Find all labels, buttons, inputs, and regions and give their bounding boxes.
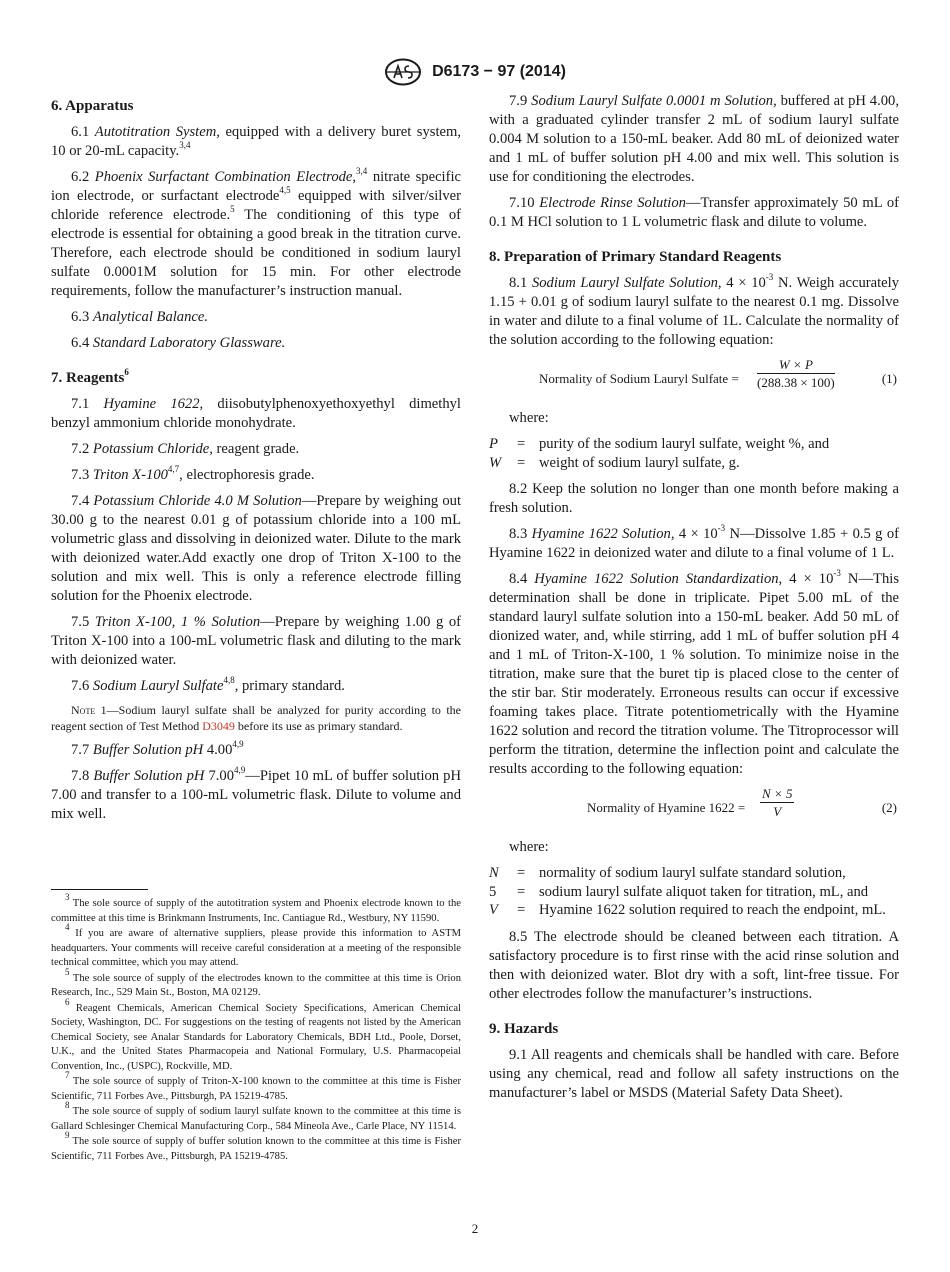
- section-heading: 8. Preparation of Primary Standard Reagents: [489, 249, 782, 265]
- paragraph-7-4: 7.4 Potassium Chloride 4.0 M Solution—Prepare by weighing out 30.00 g to the nearest 0.01 g of potassium chloride into a 100 mL volumetric glass and dissolving in deionized water. Dilute to the mark with deionized water.Add exactly one drop of Triton X-100 to the solution and mix well. This is only a reference electrode filling solution for the Phoenix electrode.: [51, 493, 462, 604]
- equation-fraction: $\frac{W \times P}{(288.38 \times 100)}$: [757, 357, 835, 390]
- right-column: [489, 92, 899, 1110]
- footnote-divider: [51, 889, 148, 890]
- equation-fraction: $\frac{N \times 5}{V}$: [762, 786, 793, 819]
- paragraph-7-1: 7.1 Hyamine 1622, diisobutylphenoxyethoxyethyl dimethyl benzyl ammonium chloride monohydrate.: [51, 396, 461, 431]
- equation-number: (1): [881, 371, 897, 386]
- equation-1: [489, 357, 899, 397]
- astm-logo-icon: [384, 58, 422, 86]
- paragraph-6-2: 6.2 Phoenix Surfactant Combination Electrode,$^{3,4}$ nitrate specific ion electrode, or surfactant electrode$^{4,5}$ equipped with silver/silver chloride reference electrode.$^5$ The conditioning of this type of electrode is essential for obtaining a good break in the titration curve. Therefore, each electrode should be conditioned in sodium lauryl sulfate 0.0001M solution for 15 min. For other electrode requirements, follow the manufacturer’s instruction manual.: [51, 166, 462, 299]
- paragraph-9-1: 9.1 All reagents and chemicals shall be handled with care. Before using any chemical, read and follow all safety instructions on the manufacturer’s label or MSDS (Material Safety Data Sheet).: [489, 1046, 899, 1101]
- variable-list: [489, 864, 899, 920]
- where-label: where:: [509, 839, 549, 855]
- reference-link-d3049[interactable]: D3049: [202, 718, 235, 733]
- paragraph-8-5: 8.5 The electrode should be cleaned between each titration. A satisfactory procedure is to first rinse with the acid rinse solution and then with deionized water. Blot dry with a soft, lint-free tissue. For other electrodes follow the manufacturer’s instructions.: [489, 928, 899, 1002]
- footnote: $^8$ The sole source of supply of sodium lauryl sulfate known to the committee at this time is Gallard Schlesinger Chemical Manufacturing Corp., 584 Mineola Ave., Carle Place, NY 11514.: [51, 1100, 461, 1132]
- footnote: $^9$ The sole source of supply of buffer solution known to the committee at this time is Fisher Scientific, 711 Forbes Ave., Pittsburgh, PA 15219-4785.: [51, 1130, 461, 1162]
- page-header: [0, 58, 950, 86]
- paragraph-7-5: 7.5 Triton X-100, 1 % Solution—Prepare by weighing 1.00 g of Triton X-100 into a 100-mL volumetric flask and diluting to the mark with deionized water.: [51, 614, 461, 668]
- variable-row: N = normality of sodium lauryl sulfate standard solution,: [489, 865, 846, 881]
- footnote: $^6$ Reagent Chemicals, American Chemical Society Specifications, American Chemical Society, Washington, DC. For suggestions on the testing of reagents not listed by the American Chemical Society, see Analar Standards for Laboratory Chemicals, BDH Ltd., Poole, Dorset, U.K., and the United States Pharmacopeia and National Formulary, U.S. Pharmacopeial Convention, Inc., (USPC), Rockville, MD.: [51, 996, 461, 1072]
- note-1: Note 1—Sodium lauryl sulfate shall be analyzed for purity according to the reagent section of Test Method D3049 before its use as primary standard.: [51, 703, 462, 733]
- equation-lhs: Normality of Sodium Lauryl Sulfate =: [539, 371, 739, 386]
- variable-row: 5 = sodium lauryl sulfate aliquot taken for titration, mL, and: [489, 883, 869, 900]
- section-heading: 9. Hazards: [489, 1020, 559, 1037]
- equation-number: (2): [881, 800, 897, 815]
- paragraph-7-6: 7.6 Sodium Lauryl Sulfate$^{4,8}$, primary standard.: [71, 675, 345, 694]
- footnote: $^4$ If you are aware of alternative suppliers, please provide this information to ASTM headquarters. Your comments will receive careful consideration at a meeting of the responsible technical committee, which you may attend.: [51, 922, 461, 968]
- paragraph-8-2: 8.2 Keep the solution no longer than one month before making a fresh solution.: [489, 481, 899, 516]
- paragraph-8-1: 8.1 Sodium Lauryl Sulfate Solution, $4 \times 10^{-3}$ N. Weigh accurately 1.15 + 0.01 g of sodium lauryl sulfate to the nearest 0.1 mg. Dissolve in water and dilute to a final volume of 1L. Calculate the normality of the solution according to the following equation:: [489, 272, 899, 348]
- paragraph-7-7: 7.7 Buffer Solution pH 4.00$^{4,9}$: [71, 739, 244, 758]
- paragraph-7-9: 7.9 Sodium Lauryl Sulfate 0.0001 m Solution, buffered at pH 4.00, with a graduated cylinder transfer 2 mL of sodium lauryl sulfate 0.004 M solution to a 150-mL beaker. Add 80 mL of deionized water and 1 mL of buffer solution pH 4.00 and mix well. This solution is use for conditioning the electrodes.: [489, 93, 899, 185]
- paragraph-6-1: 6.1 Autotitration System, equipped with a delivery buret system, 10 or 20-mL capacity.$^{3,4}$: [51, 124, 461, 159]
- paragraph-8-3: 8.3 Hyamine 1622 Solution, $4 \times 10^{-3}$ N—Dissolve 1.85 + 0.5 g of Hyamine 1622 in deionized water and dilute to a final volume of 1 L.: [489, 523, 899, 561]
- paragraph-6-3: 6.3 Analytical Balance.: [71, 309, 208, 325]
- left-column: [51, 92, 461, 831]
- footnote: $^3$ The sole source of supply of the autotitration system and Phoenix electrode known to the committee at this time is Brinkmann Instruments, Inc. Cantiague Rd., Westbury, NY 11590.: [51, 892, 461, 924]
- document-id: D6173 − 97 (2014): [432, 63, 566, 80]
- where-label: where:: [509, 410, 549, 426]
- footnote: $^7$ The sole source of supply of Triton-X-100 known to the committee at this time is Fisher Scientific, 711 Forbes Ave., Pittsburgh, PA 15219-4785.: [51, 1070, 461, 1102]
- variable-row: P = purity of the sodium lauryl sulfate, weight %, and: [489, 436, 830, 452]
- section-heading: 7. Reagents$^6$: [51, 367, 129, 386]
- variable-list: [489, 435, 899, 472]
- paragraph-8-4: 8.4 Hyamine 1622 Solution Standardization, $4 \times 10^{-3}$ N—This determination shall be done in triplicate. Pipet 5.00 mL of the standard lauryl sulfate solution into a 150-mL beaker. Add 50 mL of dionized water, and, while stirring, add 1 mL of buffer solution pH 4 and 1 mL of Triton-X-100, 1 % solution. To minimize noise in the titration, make sure that the buret tip is placed close to the center of the stir bar. Stir moderately. Erroneous results can occur if excessive foaming takes place. Titrate potentiometrically with the Hyamine 1622 solution and record the titration volume. The Titroprocessor will perform the titration, determine the inflection point and calculate the results according to the following equation:: [489, 568, 900, 777]
- paragraph-7-10: 7.10 Electrode Rinse Solution—Transfer approximately 50 mL of 0.1 M HCl solution to 1 L volumetric flask and dilute to volume.: [489, 195, 899, 230]
- section-heading: 6. Apparatus: [51, 98, 134, 114]
- paragraph-7-2: 7.2 Potassium Chloride, reagent grade.: [71, 441, 300, 457]
- equation-2: [489, 786, 899, 826]
- paragraph-7-3: 7.3 Triton X-100$^{4,7}$, electrophoresis grade.: [71, 464, 315, 483]
- page-number: 2: [471, 1221, 479, 1236]
- footnotes: [51, 892, 461, 1165]
- paragraph-7-8: 7.8 Buffer Solution pH 7.00$^{4,9}$—Pipet 10 mL of buffer solution pH 7.00 and transfer to a 100-mL volumetric flask. Dilute to volume and mix well.: [51, 765, 461, 822]
- footnote: $^5$ The sole source of supply of the electrodes known to the committee at this time is Orion Research, Inc., 529 Main St., Boston, MA 02129.: [51, 966, 461, 998]
- variable-row: W = weight of sodium lauryl sulfate, g.: [489, 454, 740, 471]
- variable-row: V = Hyamine 1622 solution required to reach the endpoint, mL.: [489, 902, 886, 918]
- paragraph-6-4: 6.4 Standard Laboratory Glassware.: [71, 335, 286, 351]
- equation-lhs: Normality of Hyamine 1622 =: [587, 800, 746, 815]
